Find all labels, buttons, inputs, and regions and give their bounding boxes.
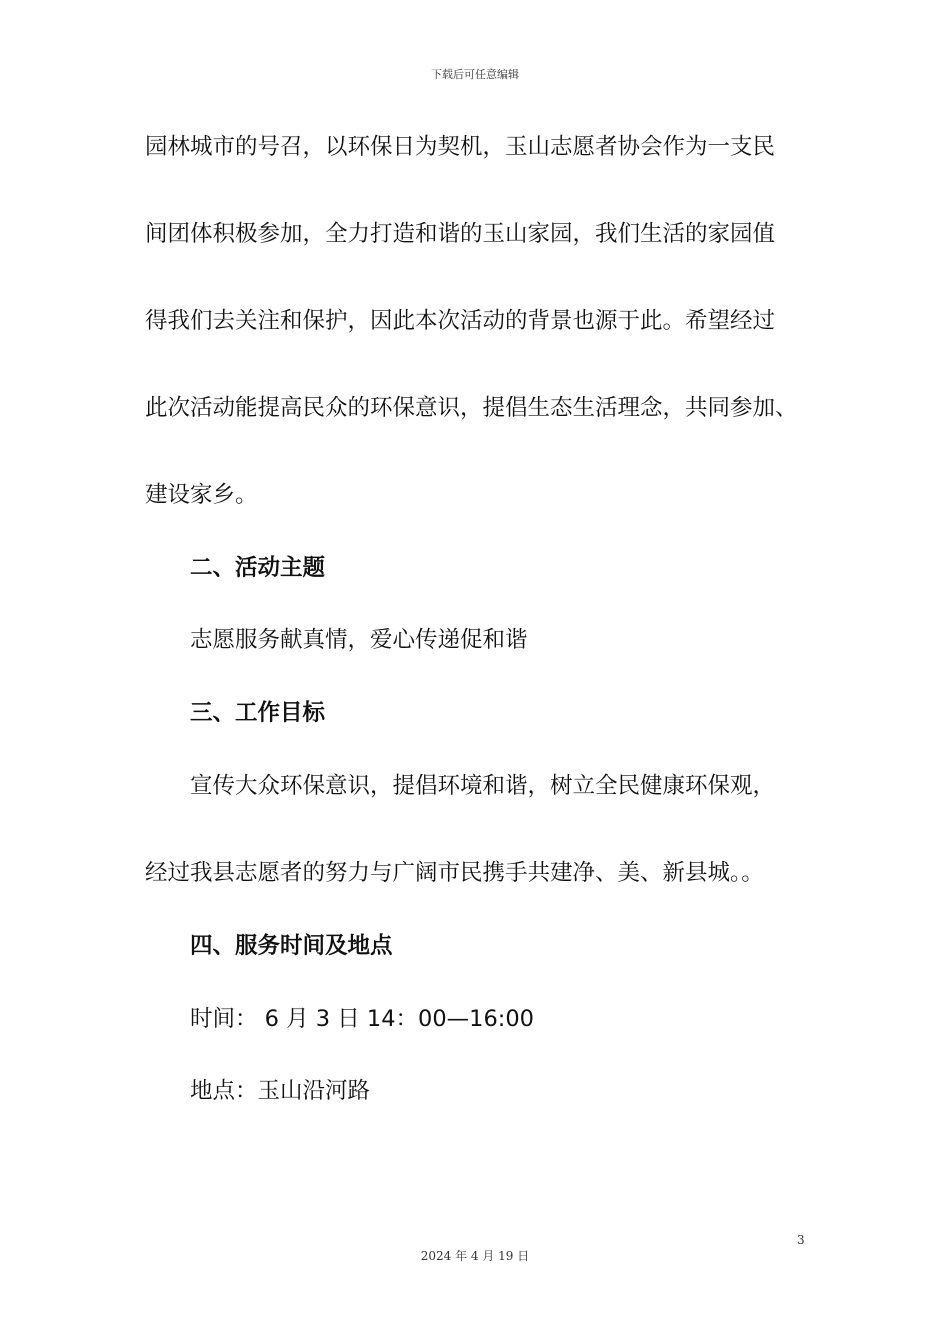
body-line: 得我们去关注和保护，因此本次活动的背景也源于此。希望经过	[145, 308, 776, 334]
body-line: 园林城市的号召，以环保日为契机，玉山志愿者协会作为一支民	[145, 134, 776, 160]
service-place: 地点：玉山沿河路	[190, 1078, 371, 1104]
goal-line: 宣传大众环保意识，提倡环境和谐，树立全民健康环保观，	[190, 773, 776, 799]
page-number: 3	[797, 1233, 805, 1247]
section-heading-theme: 二、活动主题	[190, 555, 326, 581]
footer-date: 2024 年 4 月 19 日	[420, 1249, 530, 1263]
body-line: 此次活动能提高民众的环保意识，提倡生态生活理念，共同参加、	[145, 395, 798, 421]
section-heading-goal: 三、工作目标	[190, 700, 326, 726]
header-note: 下载后可任意编辑	[431, 68, 519, 81]
theme-text: 志愿服务献真情，爱心传递促和谐	[190, 627, 528, 653]
goal-line: 经过我县志愿者的努力与广阔市民携手共建净、美、新县城。。	[145, 860, 764, 886]
service-time: 时间： 6 月 3 日 14：00—16:00	[190, 1006, 534, 1032]
section-heading-time-place: 四、服务时间及地点	[190, 933, 393, 959]
body-line: 间团体积极参加，全力打造和谐的玉山家园，我们生活的家园值	[145, 221, 776, 247]
body-line: 建设家乡。	[145, 482, 258, 508]
